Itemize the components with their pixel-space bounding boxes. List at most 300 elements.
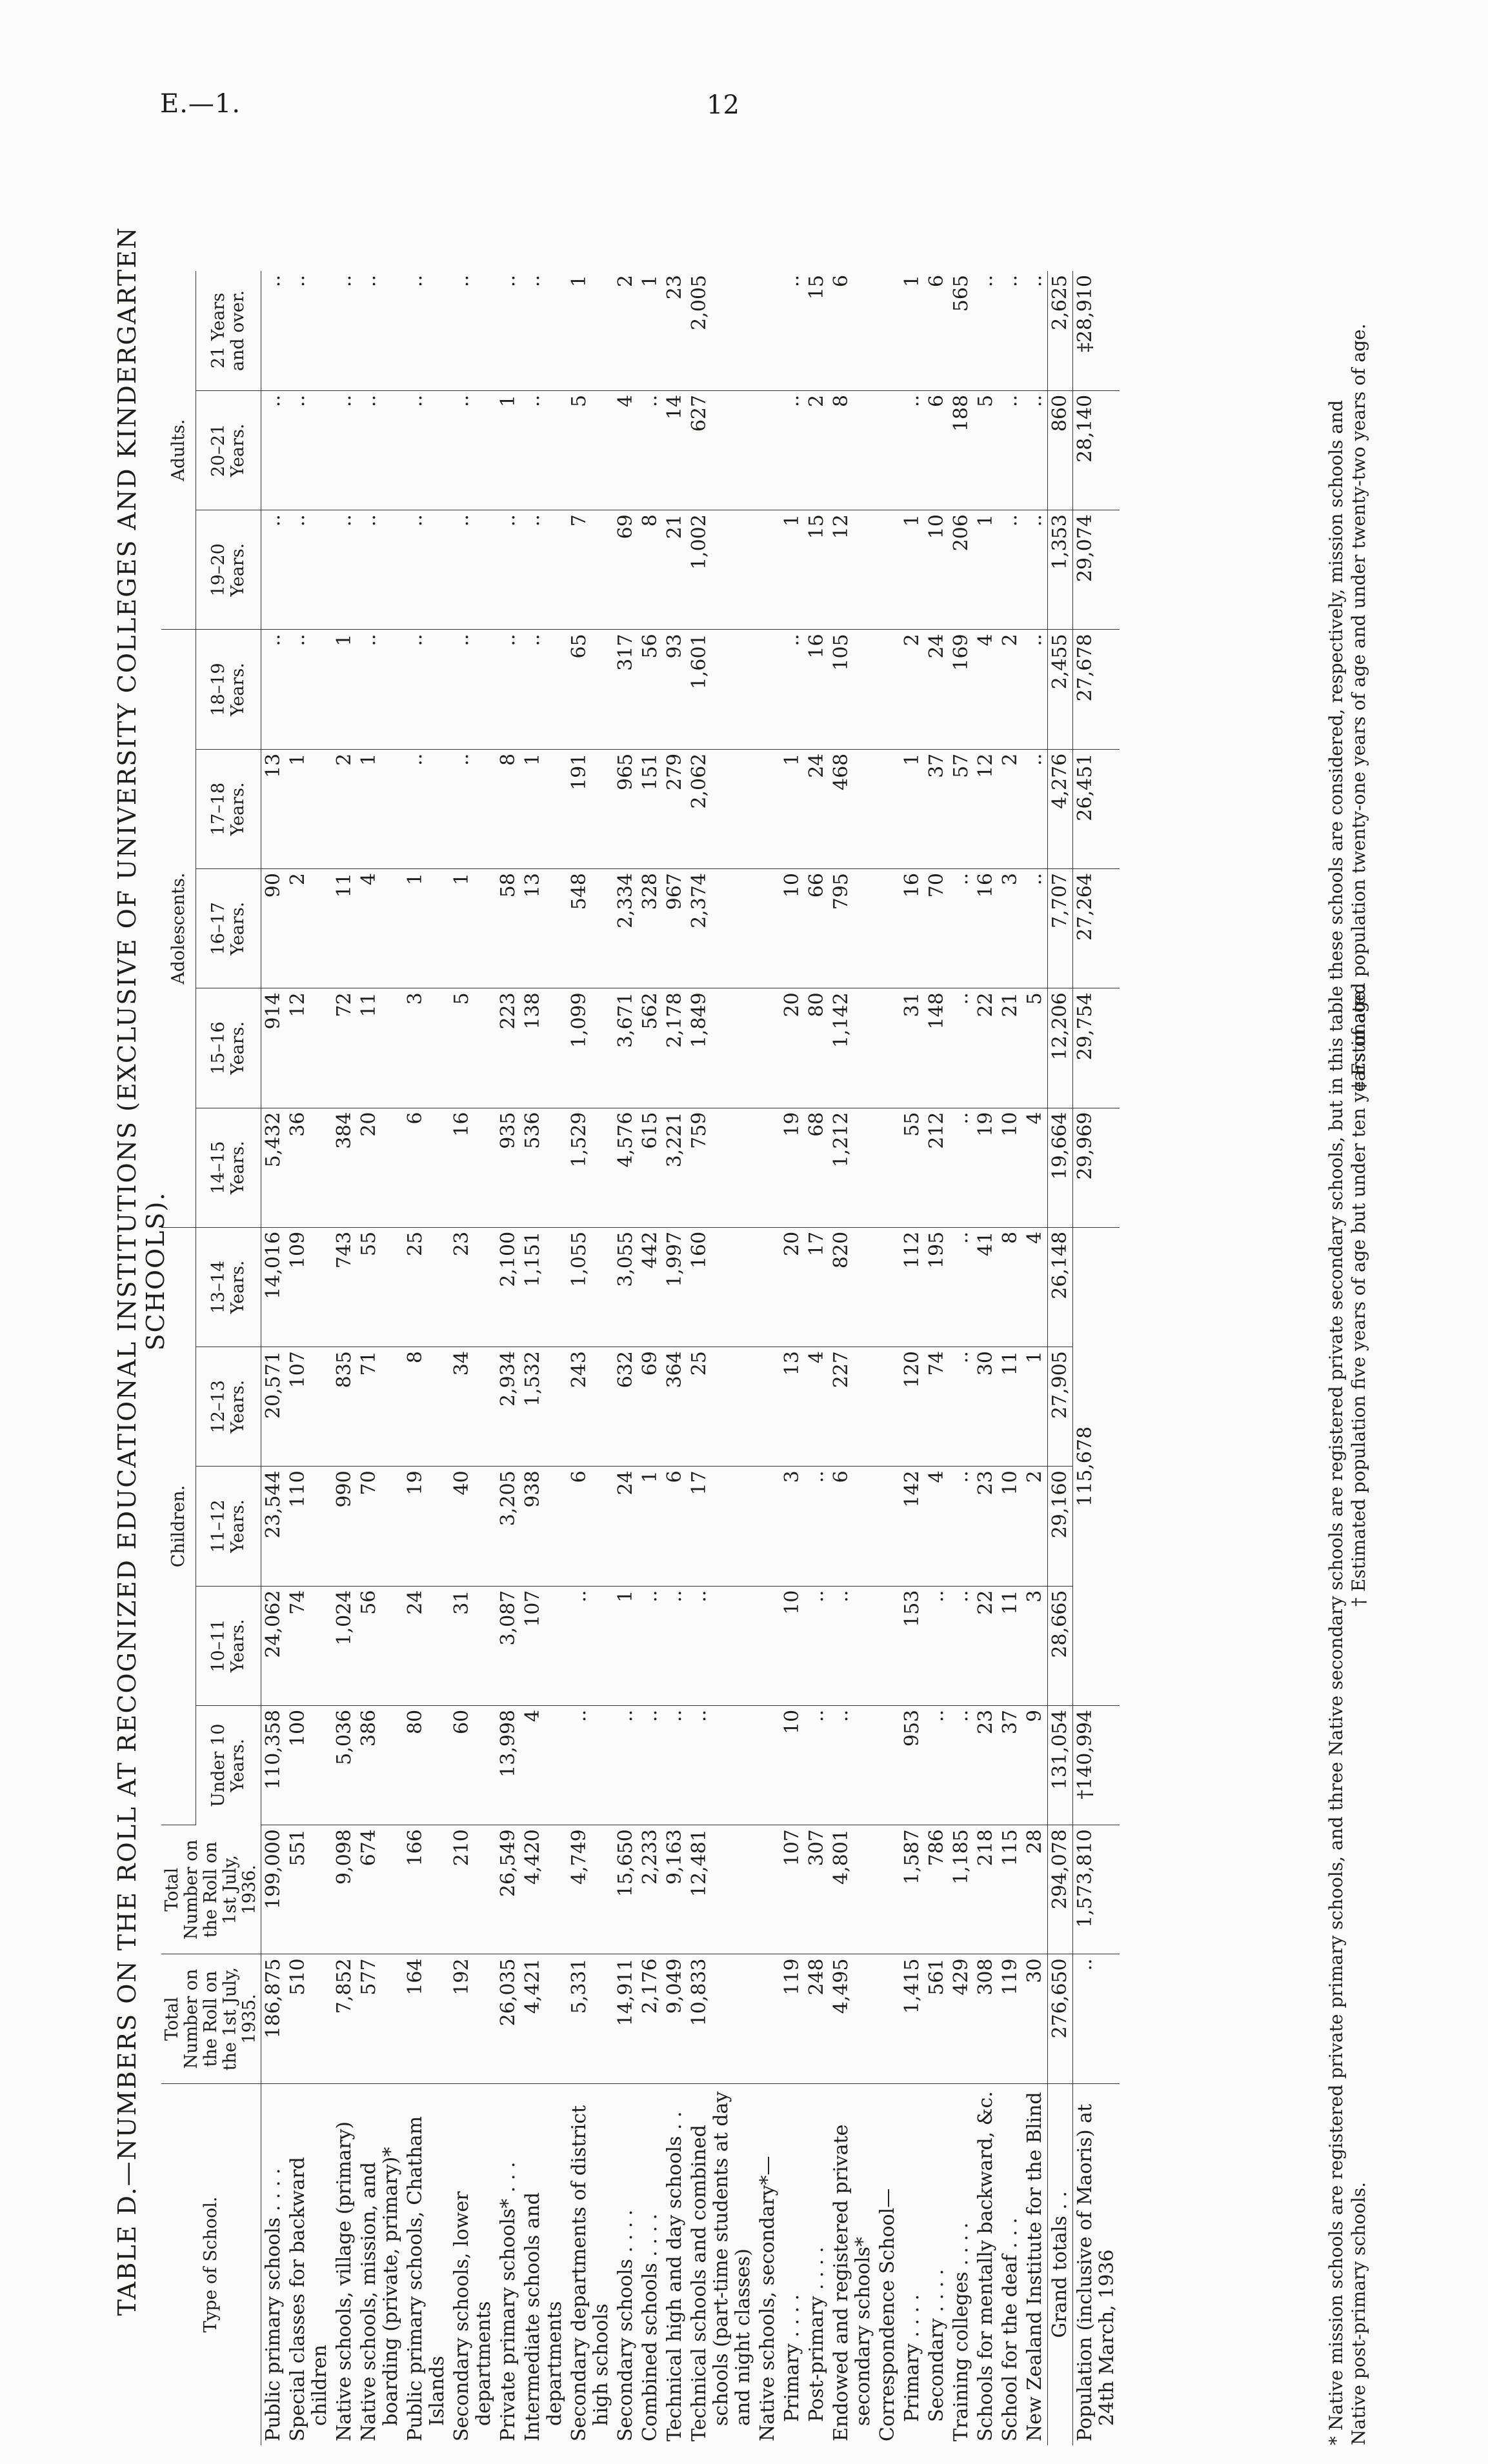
table-cell [756,1227,780,1347]
table-cell: 20 [780,988,805,1108]
table-cell: 4,576 [614,1108,638,1227]
table-cell: .. [614,1705,638,1825]
table-cell: 8 [829,390,876,510]
table-cell: .. [450,390,496,510]
population-children-10-14: 115,678 [1073,1227,1120,1705]
school-type: Training colleges . . . . [950,2222,972,2441]
table-cell: .. [357,271,403,390]
table-cell: .. [567,1586,614,1705]
table-cell: .. [829,1705,876,1825]
table-cell: 30 [1023,1954,1048,2083]
table-cell: 70 [925,869,949,988]
table-cell: 110 [286,1467,332,1586]
table-cell: 24 [614,1467,638,1586]
table-cell: 10,833 [687,1954,756,2083]
table-cell: 15,650 [614,1825,638,1954]
table-cell: .. [1023,390,1048,510]
table-cell: 627 [687,390,756,510]
table-cell: 24,062 [261,1586,287,1705]
table-cell: 429 [949,1954,974,2083]
table-cell: .. [638,1586,663,1705]
table-cell: .. [1023,271,1048,390]
table-cell: 4 [1023,1227,1048,1347]
table-cell: 24 [403,1586,450,1705]
table-cell: 786 [925,1825,949,1954]
table-cell: 23,544 [261,1467,287,1586]
table-cell: 191 [567,749,614,868]
grand-total-cell: 19,664 [1048,1108,1073,1227]
table-cell: 10 [998,1108,1023,1227]
population-cell: 27,678 [1073,630,1120,749]
table-cell: 6 [925,390,949,510]
population-row [1073,271,1120,2445]
grand-total-cell: 7,707 [1048,869,1073,988]
table-cell: 8 [998,1227,1023,1347]
table-cell: 223 [496,988,521,1108]
population-cell: 29,074 [1073,510,1120,630]
table-row [638,271,663,2445]
table-cell: .. [998,271,1023,390]
table-cell: 7 [567,510,614,630]
table-cell: 938 [521,1467,567,1586]
table-cell: 17 [805,1227,829,1347]
table-cell: 16 [974,869,998,988]
table-cell: 20,571 [261,1347,287,1467]
table-cell [876,510,900,630]
header-total-1935: Total Number on the Roll on the 1st July, 1935. [161,1954,261,2083]
table-cell: 4,421 [521,1954,567,2083]
table-cell: 3,671 [614,988,638,1108]
table-cell: 148 [925,988,949,1108]
table-cell: 23 [974,1705,998,1825]
table-cell: .. [829,1586,876,1705]
table-cell: 6 [829,271,876,390]
table-cell: 23 [663,271,687,390]
table-cell: 26,549 [496,1825,521,1954]
table-cell: .. [403,390,450,510]
grand-total-cell: 12,206 [1048,988,1073,1108]
table-cell: 4 [614,390,638,510]
table-cell [756,510,780,630]
table-cell: 5,331 [567,1954,614,2083]
table-cell: 12 [974,749,998,868]
header-age: 16–17 Years. [196,869,261,988]
table-cell: 138 [521,988,567,1108]
table-cell: 107 [521,1586,567,1705]
population-under-10: †140,994 [1073,1705,1120,1825]
table-row [450,271,496,2445]
table-cell: 80 [805,988,829,1108]
table-cell: 169 [949,630,974,749]
table-cell: 328 [638,869,663,988]
school-type: Public primary schools, Chatham Islands [404,2116,448,2441]
table-cell: 2 [614,271,638,390]
table-cell: 11 [357,988,403,1108]
table-cell: 105 [829,630,876,749]
table-cell: 2 [1023,1467,1048,1586]
table-cell: 1 [357,749,403,868]
grand-total-cell: 276,650 [1048,1954,1073,2083]
table-cell: .. [286,510,332,630]
page-code: E.—1. [160,89,241,119]
table-cell: 308 [974,1954,998,2083]
table-cell: 3,221 [663,1108,687,1227]
table-cell: 153 [900,1586,925,1705]
school-type: Secondary schools, lower departments [450,2191,495,2441]
table-cell: .. [949,1705,974,1825]
table-cell: .. [663,1586,687,1705]
table-cell [756,1347,780,1467]
table-cell [876,1347,900,1467]
table-cell: 1 [450,869,496,988]
table-cell: 37 [925,749,949,868]
table-cell: 510 [286,1954,332,2083]
table-cell: 20 [780,1227,805,1347]
table-cell: .. [332,271,357,390]
table-cell: 3,205 [496,1467,521,1586]
table-cell: .. [261,390,287,510]
table-cell: 4 [357,869,403,988]
table-cell: .. [286,390,332,510]
table-cell: 743 [332,1227,357,1347]
table-cell: 90 [261,869,287,988]
table-cell: 70 [357,1467,403,1586]
table-cell: 1 [900,510,925,630]
table-cell: 9,049 [663,1954,687,2083]
header-age: 10–11 Years. [196,1586,261,1705]
table-cell: 16 [900,869,925,988]
table-cell: 6 [567,1467,614,1586]
table-cell: 93 [663,630,687,749]
table-cell: 8 [496,749,521,868]
table-cell: 6 [829,1467,876,1586]
table-cell: 1 [614,1586,638,1705]
table-cell: 195 [925,1227,949,1347]
population-cell: 28,140 [1073,390,1120,510]
table-cell: .. [1023,510,1048,630]
table-cell [756,271,780,390]
table-cell: 1,099 [567,988,614,1108]
table-cell: .. [687,1705,756,1825]
table-cell [876,1108,900,1227]
table-cell: 56 [357,1586,403,1705]
table-cell: 25 [687,1347,756,1467]
table-cell: .. [261,510,287,630]
population-1936: 1,573,810 [1073,1825,1120,1954]
table-cell: 536 [521,1108,567,1227]
table-cell: 1,185 [949,1825,974,1954]
table-title: TABLE D.—NUMBERS ON THE ROLL AT RECOGNIZED EDUCATIONAL INSTITUTIONS (EXCLUSIVE OF UNIVERSITY COLLEGES AND KINDERGARTEN SCHOOLS). [113,226,170,2316]
table-cell: .. [900,390,925,510]
table-cell: 577 [357,1954,403,2083]
table-cell: .. [998,510,1023,630]
table-cell: 5,432 [261,1108,287,1227]
table-cell: 3,055 [614,1227,638,1347]
header-adults: Adults. [161,271,196,630]
table-cell: 1,151 [521,1227,567,1347]
table-cell: 12,481 [687,1825,756,1954]
table-cell: 1 [974,510,998,630]
table-cell [876,390,900,510]
table-cell: 14,016 [261,1227,287,1347]
header-age: 18–19 Years. [196,630,261,749]
table-cell: 57 [949,749,974,868]
table-cell: 69 [614,510,638,630]
table-cell: 5 [974,390,998,510]
table-cell: 13 [521,869,567,988]
table-cell: 1,055 [567,1227,614,1347]
table-cell: 19 [780,1108,805,1227]
table-cell: 60 [450,1705,496,1825]
footnote-star [1326,265,1347,2445]
table-cell: 2,062 [687,749,756,868]
grand-total-cell: 294,078 [1048,1825,1073,1954]
grand-total-cell: 27,905 [1048,1347,1073,1467]
table-cell: 1 [567,271,614,390]
table-cell: 19 [403,1467,450,1586]
table-cell: 1 [496,390,521,510]
table-cell: 15 [805,271,829,390]
table-cell: .. [949,869,974,988]
table-cell: 565 [949,271,974,390]
table-cell: 110,358 [261,1705,287,1825]
table-cell: 55 [357,1227,403,1347]
table-cell: 1 [900,271,925,390]
table-cell: 4 [1023,1108,1048,1227]
table-cell: 7,852 [332,1954,357,2083]
table-cell: 40 [450,1467,496,1586]
table-cell: 16 [805,630,829,749]
footnote-double-dagger: ‡ Estimated population twenty-one years of age and under twenty-two years of age. [1348,323,1369,1090]
school-type: Technical high and day schools . . [663,2111,686,2441]
table-cell: 10 [780,1586,805,1705]
table-cell: 119 [998,1954,1023,2083]
table-cell: 1 [1023,1347,1048,1467]
table-cell: 967 [663,869,687,988]
grand-totals-row [1048,271,1073,2445]
table-cell: 386 [357,1705,403,1825]
population-cell: 26,451 [1073,749,1120,868]
table-row [974,271,998,2445]
header-age: 12–13 Years. [196,1347,261,1467]
header-children: Children. [161,1227,196,1825]
table-row [567,271,614,2445]
table-row [1023,271,1048,2445]
header-age: 13–14 Years. [196,1227,261,1347]
school-type: Private primary schools* . . . [497,2161,519,2441]
table-cell: 12 [829,510,876,630]
table-cell: 2 [900,630,925,749]
table-cell: 69 [638,1347,663,1467]
table-cell [876,1954,900,2083]
table-cell: 22 [974,988,998,1108]
population-label: Population (inclusive of Maoris) at 24th March, 1936 [1073,2083,1120,2445]
table-cell: .. [949,1347,974,1467]
table-cell [876,988,900,1108]
table-cell: .. [1023,749,1048,868]
table-cell: 210 [450,1825,496,1954]
table-cell: 17 [687,1467,756,1586]
school-type: Schools for mentally backward, &c. [974,2091,997,2441]
table-cell: 31 [900,988,925,1108]
table-cell: 1,601 [687,630,756,749]
table-cell [876,1705,900,1825]
population-cell: ‡28,910 [1073,271,1120,390]
table-cell: 11 [332,869,357,988]
table-cell: .. [805,1705,829,1825]
table-cell: 1,002 [687,510,756,630]
table-cell: .. [496,630,521,749]
school-type: Native schools, secondary*— [756,2156,779,2441]
table-cell: 25 [403,1227,450,1347]
table-cell [756,869,780,988]
header-age: 19–20 Years. [196,510,261,630]
header-age: 21 Years and over. [196,271,261,390]
table-cell: 186,875 [261,1954,287,2083]
table-cell [876,1586,900,1705]
header-age: 15–16 Years. [196,988,261,1108]
table-cell: 8 [638,510,663,630]
grand-total-cell: 131,054 [1048,1705,1073,1825]
table-cell: 11 [998,1347,1023,1467]
table-cell [876,1227,900,1347]
table-cell: 14,911 [614,1954,638,2083]
table-cell: 13 [780,1347,805,1467]
table-cell: 24 [805,749,829,868]
table-cell: 10 [780,1705,805,1825]
table-row [496,271,521,2445]
table-row [521,271,567,2445]
table-cell: 112 [900,1227,925,1347]
table-cell: 21 [663,510,687,630]
header-adolescents: Adolescents. [161,630,196,1227]
table-row [998,271,1023,2445]
table-cell: .. [998,390,1023,510]
grand-total-cell: 2,625 [1048,271,1073,390]
table-cell: .. [403,271,450,390]
grand-total-cell: 26,148 [1048,1227,1073,1347]
table-cell: 6 [925,271,949,390]
table-cell: 1 [638,1467,663,1586]
table-cell: 4 [805,1347,829,1467]
table-cell: 317 [614,630,638,749]
table-cell: 30 [974,1347,998,1467]
table-cell: 23 [450,1227,496,1347]
table-cell: .. [521,630,567,749]
table-cell: 56 [638,630,663,749]
table-cell: 23 [974,1467,998,1586]
table-cell: 468 [829,749,876,868]
table-cell: 5 [567,390,614,510]
table-cell: 188 [949,390,974,510]
table-cell: .. [403,510,450,630]
table-cell: 4,749 [567,1825,614,1954]
table-cell: .. [925,1705,949,1825]
table-cell: 2 [998,749,1023,868]
table-cell: 9,163 [663,1825,687,1954]
table-cell: 551 [286,1825,332,1954]
school-type: Public primary schools . . . . [262,2168,285,2441]
table-cell: 2,005 [687,271,756,390]
population-cell: 29,969 [1073,1108,1120,1227]
table-cell: 58 [496,869,521,988]
table-cell: .. [403,630,450,749]
table-cell: .. [357,630,403,749]
table-cell: 199,000 [261,1825,287,1954]
table-row [663,271,687,2445]
table-cell: 37 [998,1705,1023,1825]
grand-totals-label: Grand totals . . [1048,2083,1073,2445]
table-cell [756,1586,780,1705]
table-row [261,271,287,2445]
school-type: Endowed and registered private secondary schools* [830,2124,874,2441]
grand-total-cell: 29,160 [1048,1467,1073,1586]
table-cell: .. [974,271,998,390]
table-cell: 307 [805,1825,829,1954]
table-cell [756,630,780,749]
table-cell: 12 [286,988,332,1108]
table-cell: .. [949,1586,974,1705]
enrolment-table [161,271,1120,2445]
school-type: Native schools, village (primary) [333,2121,356,2441]
school-type: Technical schools and combined schools (part-time students at day and night classes) [688,2091,754,2441]
table-cell: .. [687,1586,756,1705]
table-cell [876,749,900,868]
table-cell: 8 [403,1347,450,1467]
grand-total-cell: 1,353 [1048,510,1073,630]
table-cell [756,749,780,868]
table-cell: 14 [663,390,687,510]
table-cell: 965 [614,749,638,868]
header-total-1936: Total Number on the Roll on 1st July, 1936. [161,1825,261,1954]
table-cell: 243 [567,1347,614,1467]
table-cell: 1,529 [567,1108,614,1227]
school-type: Special classes for backward children [287,2157,331,2441]
table-cell: 632 [614,1347,638,1467]
table-cell: 1 [638,271,663,390]
table-cell: 548 [567,869,614,988]
school-type: Primary . . . . [901,2294,923,2422]
table-row [332,271,357,2445]
grand-total-cell: 4,276 [1048,749,1073,868]
table-row [780,271,805,2445]
table-cell: 953 [900,1705,925,1825]
table-cell: .. [805,1467,829,1586]
table-cell: .. [261,271,287,390]
header-age: 20–21 Years. [196,390,261,510]
table-row [876,271,900,2445]
table-cell: 1 [286,749,332,868]
table-cell: 820 [829,1227,876,1347]
table-cell: 279 [663,749,687,868]
table-cell [756,988,780,1108]
table-cell: .. [805,1586,829,1705]
table-cell: 68 [805,1108,829,1227]
footnote-daggers [1349,265,1369,2445]
table-cell: 28 [1023,1825,1048,1954]
table-cell: 795 [829,869,876,988]
table-cell [876,630,900,749]
table-cell: .. [638,1705,663,1825]
table-cell: 2,374 [687,869,756,988]
table-cell [876,869,900,988]
table-cell: .. [450,630,496,749]
table-cell: 120 [900,1347,925,1467]
table-cell: 1,532 [521,1347,567,1467]
school-type: Correspondence School— [876,2188,899,2441]
table-body [261,271,1120,2445]
table-cell: 4,801 [829,1825,876,1954]
